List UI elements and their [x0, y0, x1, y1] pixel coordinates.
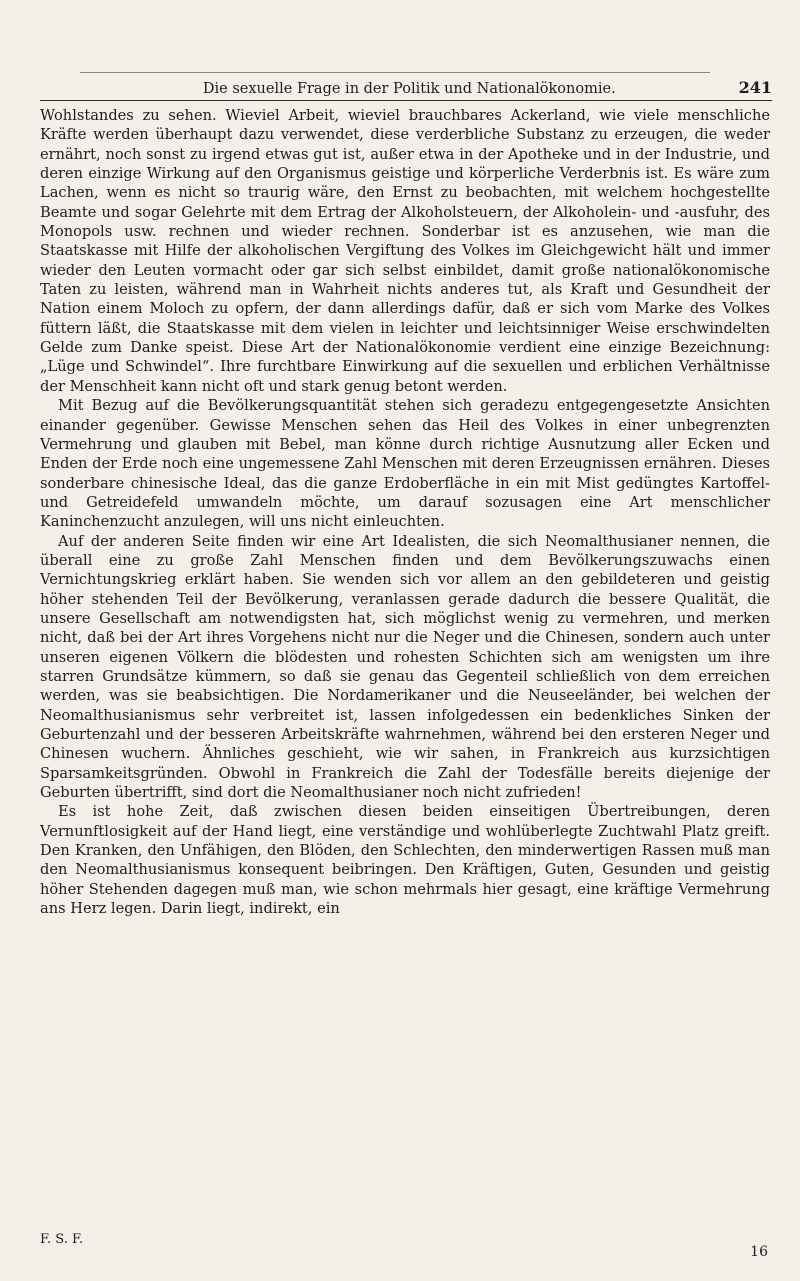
- header-rule: [40, 100, 772, 101]
- paragraph: Auf der anderen Seite finden wir eine Art Idealisten, die sich Neomalthusianer nennen, die überall eine zu große Zahl Menschen finden und dem Bevölkerungszuwachs einen Vernichtungskrieg erklärt haben. Sie wenden sich vor allem an den gebildeteren und geistig höher stehenden Teil der Bevölkerung, veranlassen gerade dadurch die bessere Qualität, die unsere Gesellschaft am notwendigsten hat, sich möglichst wenig zu vermehren, und merken nicht, daß bei der Art ihres Vorgehens nicht nur die Neger und die Chinesen, sondern auch unter unseren eigenen Völkern die blödesten und rohesten Schichten sich am wenigsten um ihre starren Grundsätze kümmern, so daß sie genau das Gegenteil schließlich von dem erreichen werden, was sie beabsichtigen. Die Nordamerikaner und die Neuseeländer, bei welchen der Neomalthusianismus sehr verbreitet ist, lassen infolgedessen ein bedenkliches Sinken der Geburtenzahl und der besseren Arbeitskräfte wahrnehmen, während bei den ersteren Neger und Chinesen wuchern. Ähnliches geschieht, wie wir sahen, in Frankreich aus kurzsichtigen Sparsamkeitsgründen. Obwohl in Frankreich die Zahl der Todesfälle bereits diejenige der Geburten übertrifft, sind dort die Neomalthusianer noch nicht zufrieden!: [40, 532, 770, 802]
- running-header: [40, 78, 772, 97]
- sheet-number: 16: [750, 1244, 768, 1260]
- running-title: Die sexuelle Frage in der Politik und Nationalökonomie.: [202, 81, 616, 97]
- top-rule: [80, 72, 710, 73]
- signature-mark: F. S. F.: [40, 1232, 84, 1247]
- paragraph: Es ist hohe Zeit, daß zwischen diesen beiden einseitigen Übertreibungen, deren Vernunftlosigkeit auf der Hand liegt, eine verständige und wohlüberlegte Zuchtwahl Platz greift. Den Kranken, den Unfähigen, den Blöden, den Schlechten, den minderwertigen Rassen muß man den Neomalthusianismus konsequent beibringen. Den Kräftigen, Guten, Gesunden und geistig höher Stehenden dagegen muß man, wie schon mehrmals hier gesagt, eine kräftige Vermehrung ans Herz legen. Darin liegt, indirekt, ein: [40, 803, 770, 918]
- paragraph: Mit Bezug auf die Bevölkerungsquantität stehen sich geradezu entgegengesetzte Ansichten einander gegenüber. Gewisse Menschen sehen das Heil des Volkes in einer unbegrenzten Vermehrung und glauben mit Bebel, man könne durch richtige Ausnutzung aller Ecken und Enden der Erde noch eine ungemessene Zahl Menschen mit deren Erzeugnissen ernähren. Dieses sonderbare chinesische Ideal, das die ganze Erdoberfläche in ein mit Mist gedüngtes Kartoffel- und Getreidefeld umwandeln möchte, um darauf sozusagen eine Art menschlicher Kaninchenzucht anzulegen, will uns nicht einleuchten.: [40, 397, 770, 531]
- body-text: [40, 106, 770, 918]
- paragraph: Wohlstandes zu sehen. Wieviel Arbeit, wieviel brauchbares Ackerland, wie viele menschliche Kräfte werden überhaupt dazu verwendet, diese verderbliche Substanz zu erzeugen, die weder ernährt, noch sonst zu irgend etwas gut ist, außer etwa in der Apotheke und in der Industrie, und deren einzige Wirkung auf den Organismus geistige und körperliche Verderbnis ist. Es wäre zum Lachen, wenn es nicht so traurig wäre, den Ernst zu beobachten, mit welchem hochgestellte Beamte und sogar Gelehrte mit dem Ertrag der Alkoholsteuern, der Alkoholein- und -ausfuhr, des Monopols usw. rechnen und wieder rechnen. Sonderbar ist es anzusehen, wie man die Staatskasse mit Hilfe der alkoholischen Vergiftung des Volkes im Gleichgewicht hält und immer wieder den Leuten vormacht oder gar sich selbst einbildet, damit große nationalökonomische Taten zu leisten, während man in Wahrheit nichts anderes tut, als Kraft und Gesundheit der Nation einem Moloch zu opfern, der dann allerdings dafür, daß er sich vom Marke des Volkes füttern läßt, die Staatskasse mit dem vielen in leichter und leichtsinniger Weise erschwindelten Gelde zum Danke speist. Diese Art der Nationalökonomie verdient eine einzige Bezeichnung: „Lüge und Schwindel“. Ihre furchtbare Einwirkung auf die sexuellen und erblichen Verhältnisse der Menschheit kann nicht oft und stark genug betont werden.: [40, 107, 770, 395]
- page-number: 241: [738, 78, 772, 97]
